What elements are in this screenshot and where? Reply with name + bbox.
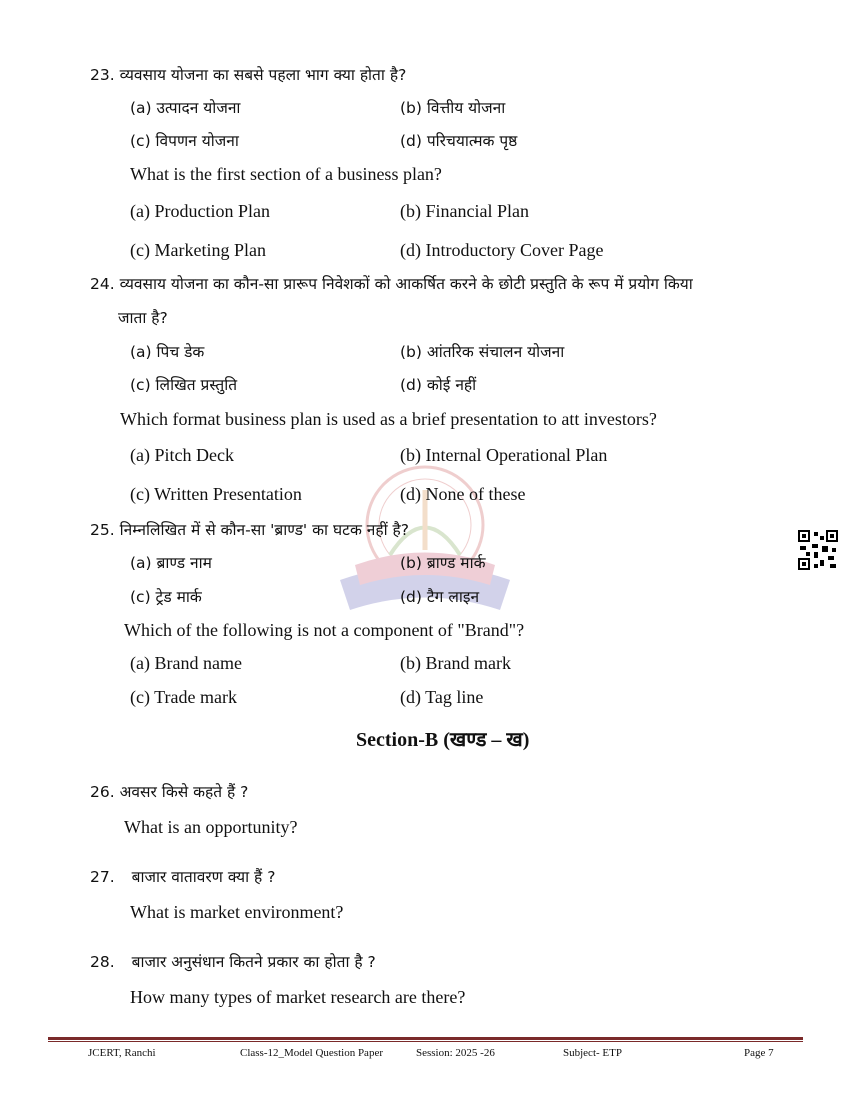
q23-hindi-option-b: (b) वित्तीय योजना (400, 99, 506, 117)
q28-number: 28. (90, 953, 115, 971)
q27-english: What is market environment? (130, 902, 344, 922)
q25-number: 25. (90, 521, 115, 539)
q26-hindi: 26. अवसर किसे कहते हैं ? (90, 783, 249, 801)
q24-number: 24. (90, 275, 115, 293)
q25-hindi-option-b: (b) ब्राण्ड मार्क (400, 554, 486, 572)
q23-hindi-option-a: (a) उत्पादन योजना (130, 99, 241, 117)
q23-english-option-a: (a) Production Plan (130, 201, 270, 221)
q23-english-option-b: (b) Financial Plan (400, 201, 529, 221)
q23-english-option-d: (d) Introductory Cover Page (400, 240, 604, 260)
q26-english: What is an opportunity? (124, 817, 298, 837)
q25-hindi-option-a: (a) ब्राण्ड नाम (130, 554, 212, 572)
footer-class: Class-12_Model Question Paper (240, 1047, 383, 1059)
qr-code[interactable] (798, 530, 838, 570)
q24-english-option-a: (a) Pitch Deck (130, 445, 234, 465)
footer-page-number: Page 7 (744, 1047, 774, 1059)
q24-hindi-option-c: (c) लिखित प्रस्तुति (130, 376, 238, 394)
q24-hindi-option-b: (b) आंतरिक संचालन योजना (400, 343, 565, 361)
q26-number: 26. (90, 783, 115, 801)
q24-hindi-continued: जाता है? (118, 309, 168, 327)
q23-hindi-option-d: (d) परिचयात्मक पृष्ठ (400, 132, 518, 150)
q25-english-option-a: (a) Brand name (130, 653, 242, 673)
footer-org: JCERT, Ranchi (88, 1047, 156, 1059)
q24-english-option-d: (d) None of these (400, 484, 526, 504)
q24-hindi: 24. व्यवसाय योजना का कौन-सा प्रारूप निवेशकों को आकर्षित करने के छोटी प्रस्तुति के रूप में प्रयोग किया (90, 275, 693, 293)
q24-english-option-b: (b) Internal Operational Plan (400, 445, 608, 465)
q24-english: Which format business plan is used as a brief presentation to att investors? (120, 409, 657, 429)
footer-rule-thin (48, 1041, 803, 1042)
q27-number: 27. (90, 868, 115, 886)
q23-english-option-c: (c) Marketing Plan (130, 240, 266, 260)
q23-number: 23. (90, 66, 115, 84)
q28-english: How many types of market research are there? (130, 987, 466, 1007)
q25-english-option-c: (c) Trade mark (130, 687, 237, 707)
q23-hindi: 23. व्यवसाय योजना का सबसे पहला भाग क्या होता है? (90, 66, 407, 84)
footer-rule-thick (48, 1037, 803, 1040)
q23-hindi-option-c: (c) विपणन योजना (130, 132, 239, 150)
q25-english-option-b: (b) Brand mark (400, 653, 511, 673)
q24-hindi-option-a: (a) पिच डेक (130, 343, 205, 361)
q24-hindi-option-d: (d) कोई नहीं (400, 376, 477, 394)
footer-session: Session: 2025 -26 (416, 1047, 495, 1059)
q23-english: What is the first section of a business plan? (130, 164, 442, 184)
section-b-heading: Section-B (खण्ड – ख) (356, 729, 530, 751)
q25-hindi: 25. निम्नलिखित में से कौन-सा 'ब्राण्ड' का घटक नहीं है? (90, 521, 410, 539)
q25-english-option-d: (d) Tag line (400, 687, 484, 707)
q25-english: Which of the following is not a component of "Brand"? (124, 620, 525, 640)
q25-hindi-option-c: (c) ट्रेड मार्क (130, 588, 202, 606)
q25-hindi-option-d: (d) टैग लाइन (400, 588, 480, 606)
q28-hindi: 28. बाजार अनुसंधान कितने प्रकार का होता है ? (90, 953, 376, 971)
q27-hindi: 27. बाजार वातावरण क्या हैं ? (90, 868, 276, 886)
footer-subject: Subject- ETP (563, 1047, 622, 1059)
q24-english-option-c: (c) Written Presentation (130, 484, 302, 504)
